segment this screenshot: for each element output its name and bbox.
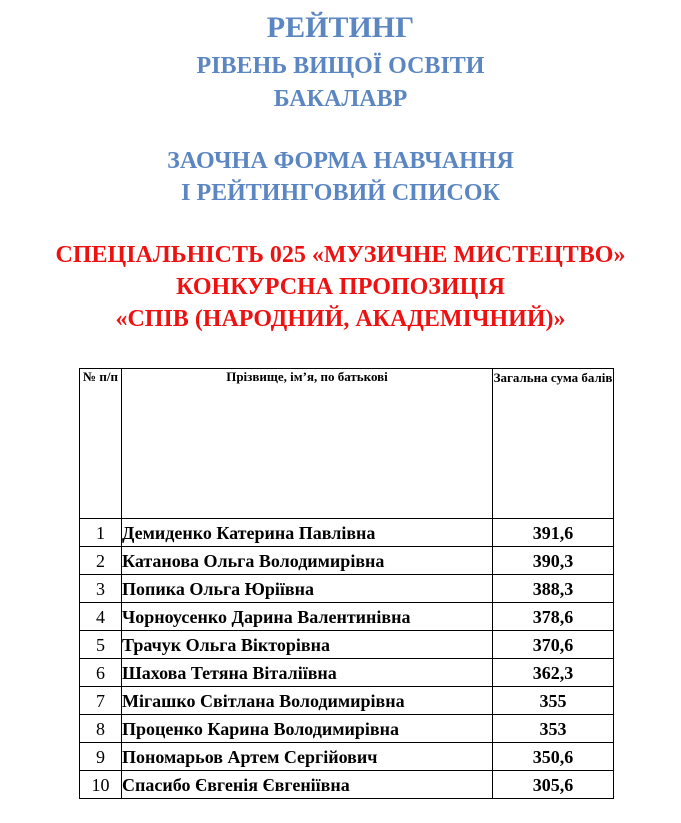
table-row (80, 715, 614, 743)
table-row (80, 519, 614, 547)
title-text: РЕЙТИНГ (266, 11, 415, 44)
table-row (80, 771, 614, 799)
row-number: 4 (80, 603, 122, 631)
table-header-row (80, 369, 614, 519)
row-score: 305,6 (493, 771, 614, 799)
list-name (0, 177, 681, 209)
table-row (80, 547, 614, 575)
row-score: 362,3 (493, 659, 614, 687)
row-name: Пономарьов Артем Сергійович (122, 743, 493, 771)
education-level (0, 50, 681, 83)
table-row (80, 687, 614, 715)
name-column-header: Прізвище, ім’я, по батькові (122, 369, 493, 519)
row-score: 355 (493, 687, 614, 715)
row-number: 9 (80, 743, 122, 771)
row-score: 350,6 (493, 743, 614, 771)
rating-table (79, 368, 614, 799)
number-column-header: № п/п (80, 369, 122, 519)
table-row (80, 603, 614, 631)
row-number: 5 (80, 631, 122, 659)
study-form-text: ЗАОЧНА ФОРМА НАВЧАННЯ (167, 148, 514, 174)
row-name: Мігашко Світлана Володимирівна (122, 687, 493, 715)
page-title (0, 9, 681, 47)
row-number: 7 (80, 687, 122, 715)
specialty (0, 239, 681, 271)
row-number: 3 (80, 575, 122, 603)
study-form (0, 145, 681, 177)
row-name: Чорноусенко Дарина Валентинівна (122, 603, 493, 631)
row-name: Спасибо Євгенія Євгеніївна (122, 771, 493, 799)
proposal-label (0, 271, 681, 303)
proposal-label-text: КОНКУРСНА ПРОПОЗИЦІЯ (176, 274, 505, 300)
row-name: Попика Ольга Юріївна (122, 575, 493, 603)
specialty-text: СПЕЦІАЛЬНІСТЬ 025 «МУЗИЧНЕ МИСТЕЦТВО» (55, 242, 626, 268)
degree-text: БАКАЛАВР (273, 86, 408, 112)
degree (0, 83, 681, 116)
row-name: Шахова Тетяна Віталіївна (122, 659, 493, 687)
row-score: 378,6 (493, 603, 614, 631)
score-column-header: Загальна сума балів (493, 369, 614, 519)
row-number: 10 (80, 771, 122, 799)
table-row (80, 743, 614, 771)
row-name: Демиденко Катерина Павлівна (122, 519, 493, 547)
row-number: 1 (80, 519, 122, 547)
table-row (80, 575, 614, 603)
row-score: 391,6 (493, 519, 614, 547)
row-score: 388,3 (493, 575, 614, 603)
row-number: 8 (80, 715, 122, 743)
row-score: 370,6 (493, 631, 614, 659)
row-name: Проценко Карина Володимирівна (122, 715, 493, 743)
education-level-text: РІВЕНЬ ВИЩОЇ ОСВІТИ (196, 53, 485, 79)
row-score: 353 (493, 715, 614, 743)
table-row (80, 659, 614, 687)
table-row (80, 631, 614, 659)
list-name-text: І РЕЙТИНГОВИЙ СПИСОК (181, 180, 500, 206)
proposal-name-text: «СПІВ (НАРОДНИЙ, АКАДЕМІЧНИЙ)» (115, 306, 566, 332)
row-score: 390,3 (493, 547, 614, 575)
row-number: 6 (80, 659, 122, 687)
proposal-name (0, 303, 681, 335)
row-number: 2 (80, 547, 122, 575)
row-name: Катанова Ольга Володимирівна (122, 547, 493, 575)
row-name: Трачук Ольга Вікторівна (122, 631, 493, 659)
